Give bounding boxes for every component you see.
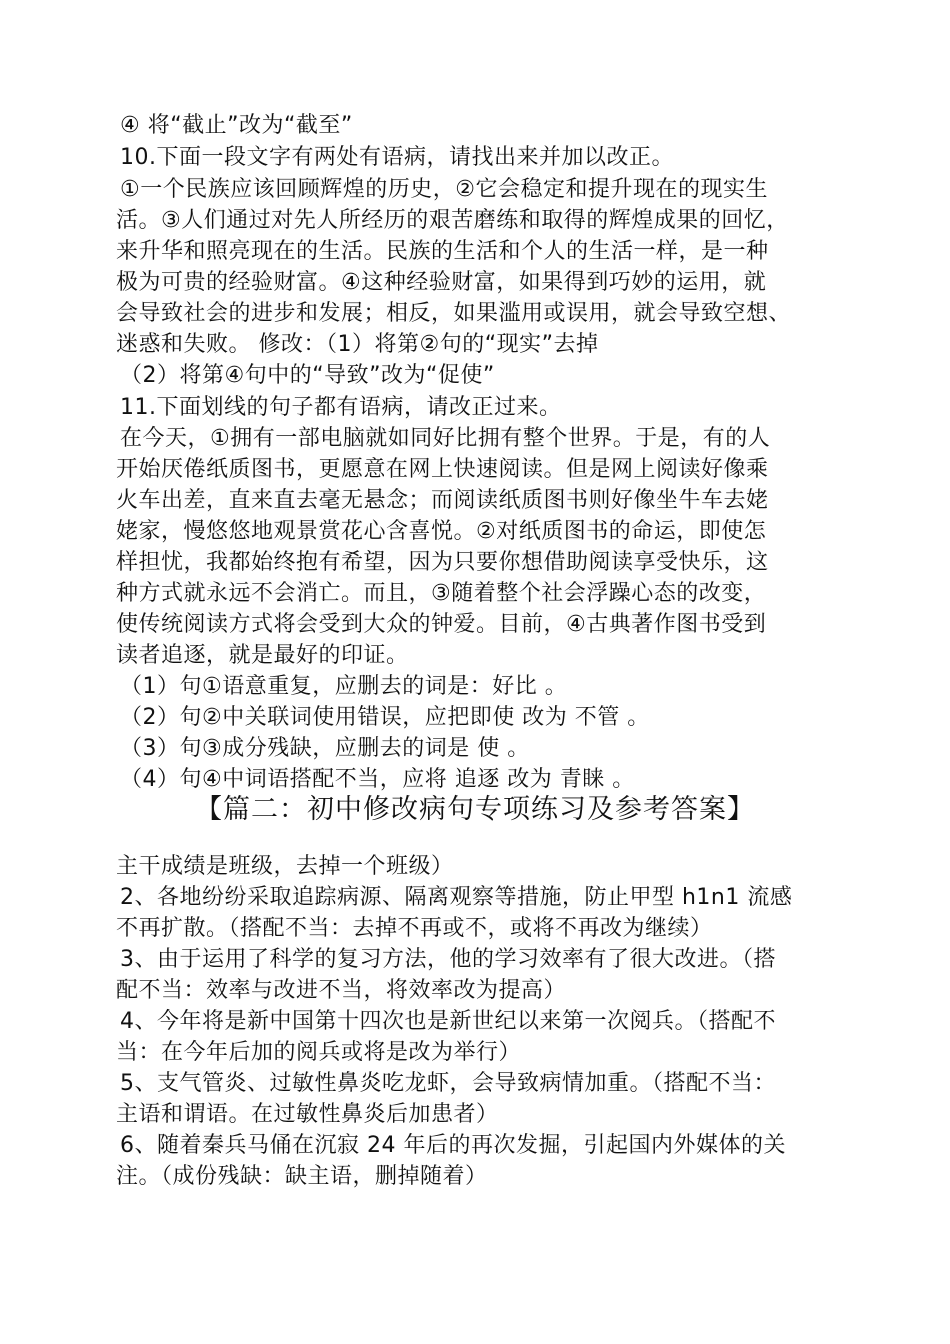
text-line: ④ 将“截止”改为“截至”	[120, 113, 353, 138]
question-heading: 11.下面划线的句子都有语病，请改正过来。	[120, 395, 562, 420]
answer-line: （4）句④中词语搭配不当，应将 追逐 改为 青睐 。	[120, 767, 635, 792]
text-line: 主语和谓语。在过敏性鼻炎后加患者）	[116, 1102, 499, 1127]
answer-line: （1）句①语意重复，应删去的词是：好比 。	[120, 674, 568, 699]
section-title: 【篇二：初中修改病句专项练习及参考答案】	[195, 794, 755, 825]
text-line: 极为可贵的经验财富。④这种经验财富，如果得到巧妙的运用，就	[116, 270, 767, 295]
question-heading: 10.下面一段文字有两处有语病，请找出来并加以改正。	[120, 145, 674, 170]
text-line: 5、支气管炎、过敏性鼻炎吃龙虾，会导致病情加重。（搭配不当：	[120, 1071, 776, 1096]
text-line: 主干成绩是班级，去掉一个班级）	[116, 854, 454, 879]
text-line: 开始厌倦纸质图书，更愿意在网上快速阅读。但是网上阅读好像乘	[116, 457, 769, 482]
text-line: 种方式就永远不会消亡。而且，③随着整个社会浮躁心态的改变，	[116, 581, 767, 606]
text-line: 样担忧，我都始终抱有希望，因为只要你想借助阅读享受快乐，这	[116, 550, 769, 575]
text-line: 姥家，慢悠悠地观景赏花心含喜悦。②对纸质图书的命运，即使怎	[116, 519, 767, 544]
text-line: 会导致社会的进步和发展；相反，如果滥用或误用，就会导致空想、	[116, 301, 792, 326]
text-line: 火车出差，直来直去毫无悬念；而阅读纸质图书则好像坐牛车去姥	[116, 488, 769, 513]
text-line: 2、各地纷纷采取追踪病源、隔离观察等措施，防止甲型 h1n1 流感	[120, 885, 793, 910]
text-line: 4、今年将是新中国第十四次也是新世纪以来第一次阅兵。（搭配不	[120, 1009, 776, 1034]
text-line: （2）将第④句中的“导致”改为“促使”	[120, 363, 495, 388]
text-line: 不再扩散。（搭配不当：去掉不再或不，或将不再改为继续）	[116, 916, 713, 941]
text-line: 读者追逐，就是最好的印证。	[116, 643, 409, 668]
answer-line: （3）句③成分残缺，应删去的词是 使 。	[120, 736, 530, 761]
text-line: 在今天，①拥有一部电脑就如同好比拥有整个世界。于是，有的人	[120, 426, 771, 451]
answer-line: （2）句②中关联词使用错误，应把即使 改为 不管 。	[120, 705, 650, 730]
text-line: 6、随着秦兵马俑在沉寂 24 年后的再次发掘，引起国内外媒体的关	[120, 1133, 786, 1158]
text-line: 配不当：效率与改进不当，将效率改为提高）	[116, 978, 567, 1003]
text-line: 3、由于运用了科学的复习方法，他的学习效率有了很大改进。（搭	[120, 947, 776, 972]
text-line: 当：在今年后加的阅兵或将是改为举行）	[116, 1040, 522, 1065]
text-line: 活。③人们通过对先人所经历的艰苦磨练和取得的辉煌成果的回忆，	[116, 208, 789, 233]
text-line: 注。（成份残缺：缺主语，删掉随着）	[116, 1164, 488, 1189]
text-line: 迷惑和失败。 修改：（1）将第②句的“现实”去掉	[116, 332, 599, 357]
text-line: 来升华和照亮现在的生活。民族的生活和个人的生活一样，是一种	[116, 239, 769, 264]
text-line: ①一个民族应该回顾辉煌的历史，②它会稳定和提升现在的现实生	[120, 177, 768, 202]
text-line: 使传统阅读方式将会受到大众的钟爱。目前，④古典著作图书受到	[116, 612, 767, 637]
